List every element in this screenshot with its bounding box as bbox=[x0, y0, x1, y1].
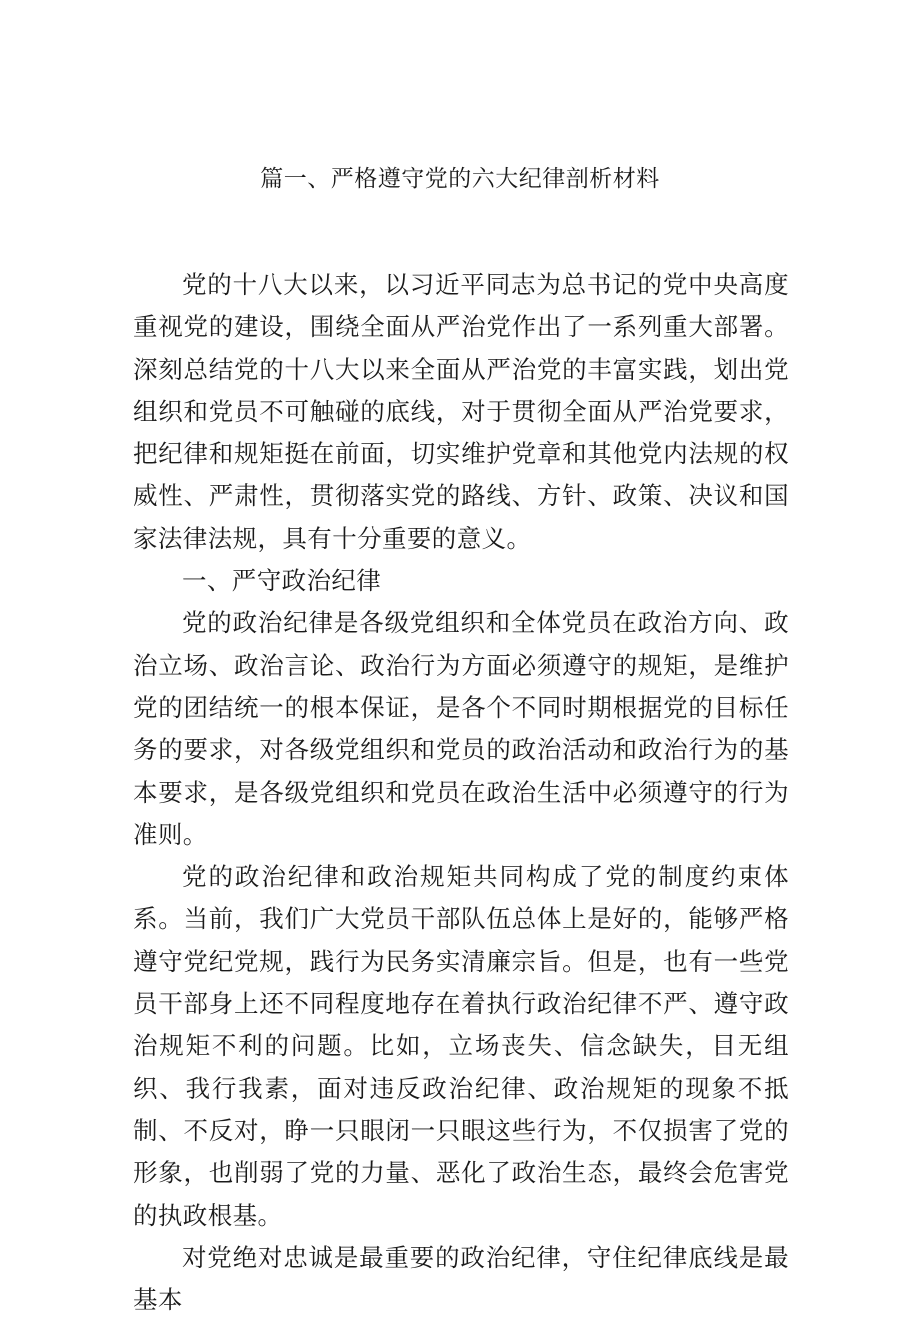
paragraph-political-discipline-definition: 党的政治纪律是各级党组织和全体党员在政治方向、政治立场、政治言论、政治行为方面必须遵守的规矩，是维护党的团结统一的根本保证，是各个不同时期根据党的目标任务的要求，对各级党组织和党员的政治活动和政治行为的基本要求，是各级党组织和党员在政治生活中必须遵守的行为准则。 bbox=[133, 608, 789, 849]
section-heading-political-discipline: 一、严守政治纪律 bbox=[182, 566, 382, 596]
paragraph-intro: 党的十八大以来，以习近平同志为总书记的党中央高度重视党的建设，围绕全面从严治党作出了一系列重大部署。深刻总结党的十八大以来全面从严治党的丰富实践，划出党组织和党员不可触碰的底线，对于贯彻全面从严治党要求，把纪律和规矩挺在前面，切实维护党章和其他党内法规的权威性、严肃性，贯彻落实党的路线、方针、政策、决议和国家法律法规，具有十分重要的意义。 bbox=[133, 270, 789, 553]
paragraph-current-situation: 党的政治纪律和政治规矩共同构成了党的制度约束体系。当前，我们广大党员干部队伍总体上是好的，能够严格遵守党纪党规，践行为民务实清廉宗旨。但是，也有一些党员干部身上还不同程度地存在着执行政治纪律不严、遵守政治规矩不利的问题。比如，立场丧失、信念缺失，目无组织、我行我素，面对违反政治纪律、政治规矩的现象不抵制、不反对，睁一只眼闭一只眼这些行为，不仅损害了党的形象，也削弱了党的力量、恶化了政治生态，最终会危害党的执政根基。 bbox=[133, 862, 789, 1230]
paragraph-loyalty: 对党绝对忠诚是最重要的政治纪律，守住纪律底线是最基本 bbox=[133, 1242, 789, 1315]
document-title: 篇一、严格遵守党的六大纪律剖析材料 bbox=[260, 166, 660, 192]
document-body bbox=[133, 264, 789, 1321]
